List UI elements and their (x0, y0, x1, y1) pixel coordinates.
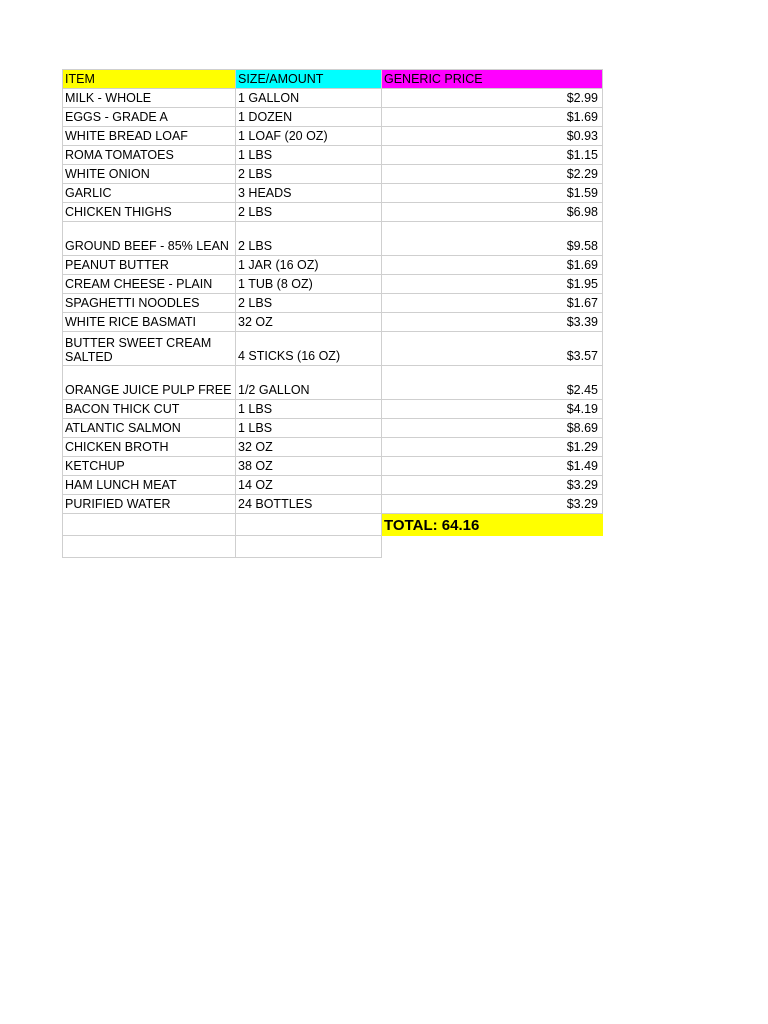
cell-item[interactable]: BACON THICK CUT (63, 400, 236, 419)
cell-price[interactable]: $0.93 (382, 127, 603, 146)
cell-size[interactable]: 24 BOTTLES (236, 495, 382, 514)
cell-price[interactable]: $3.39 (382, 313, 603, 332)
cell-size[interactable]: 1/2 GALLON (236, 366, 382, 400)
table-row (63, 89, 603, 108)
grocery-price-table (62, 69, 603, 558)
cell-price[interactable]: $1.29 (382, 438, 603, 457)
cell-price[interactable]: $1.49 (382, 457, 603, 476)
cell-item[interactable]: PURIFIED WATER (63, 495, 236, 514)
table-row (63, 332, 603, 366)
cell-item[interactable]: KETCHUP (63, 457, 236, 476)
table-row (63, 108, 603, 127)
cell-item[interactable]: GARLIC (63, 184, 236, 203)
cell-price[interactable]: $2.99 (382, 89, 603, 108)
empty-cell[interactable] (236, 514, 382, 536)
cell-size[interactable]: 1 GALLON (236, 89, 382, 108)
cell-size[interactable]: 14 OZ (236, 476, 382, 495)
cell-item[interactable]: EGGS - GRADE A (63, 108, 236, 127)
table-row (63, 400, 603, 419)
table-row (63, 294, 603, 313)
cell-item[interactable]: WHITE BREAD LOAF (63, 127, 236, 146)
cell-size[interactable]: 3 HEADS (236, 184, 382, 203)
cell-item[interactable]: BUTTER SWEET CREAM SALTED (63, 332, 236, 366)
cell-size[interactable]: 1 DOZEN (236, 108, 382, 127)
cell-size[interactable]: 32 OZ (236, 438, 382, 457)
cell-price[interactable]: $2.45 (382, 366, 603, 400)
cell-item[interactable]: CHICKEN BROTH (63, 438, 236, 457)
cell-price[interactable]: $3.29 (382, 476, 603, 495)
table-row (63, 127, 603, 146)
empty-cell[interactable] (236, 536, 382, 558)
cell-item[interactable]: GROUND BEEF - 85% LEAN (63, 222, 236, 256)
cell-item[interactable]: CHICKEN THIGHS (63, 203, 236, 222)
table-row (63, 203, 603, 222)
header-row (63, 70, 603, 89)
cell-size[interactable]: 4 STICKS (16 OZ) (236, 332, 382, 366)
cell-price[interactable]: $1.15 (382, 146, 603, 165)
table-row (63, 165, 603, 184)
cell-price[interactable]: $2.29 (382, 165, 603, 184)
total-cell[interactable]: TOTAL: 64.16 (382, 514, 603, 536)
cell-size[interactable]: 1 LBS (236, 419, 382, 438)
cell-size[interactable]: 2 LBS (236, 294, 382, 313)
cell-item[interactable]: PEANUT BUTTER (63, 256, 236, 275)
cell-item[interactable]: ATLANTIC SALMON (63, 419, 236, 438)
header-generic-price[interactable]: GENERIC PRICE (382, 70, 603, 89)
cell-item[interactable]: WHITE ONION (63, 165, 236, 184)
cell-price[interactable]: $3.57 (382, 332, 603, 366)
cell-price[interactable]: $8.69 (382, 419, 603, 438)
table-row (63, 313, 603, 332)
cell-price[interactable]: $6.98 (382, 203, 603, 222)
cell-size[interactable]: 1 LBS (236, 146, 382, 165)
table-row (63, 476, 603, 495)
empty-row (63, 536, 603, 558)
empty-cell[interactable] (63, 514, 236, 536)
cell-item[interactable]: WHITE RICE BASMATI (63, 313, 236, 332)
table-row (63, 419, 603, 438)
header-item[interactable]: ITEM (63, 70, 236, 89)
cell-price[interactable]: $9.58 (382, 222, 603, 256)
cell-item[interactable]: MILK - WHOLE (63, 89, 236, 108)
cell-price[interactable]: $1.69 (382, 256, 603, 275)
total-row (63, 514, 603, 536)
table-row (63, 457, 603, 476)
table-row (63, 366, 603, 400)
cell-size[interactable]: 32 OZ (236, 313, 382, 332)
cell-size[interactable]: 2 LBS (236, 222, 382, 256)
table-row (63, 275, 603, 294)
cell-price[interactable]: $3.29 (382, 495, 603, 514)
cell-item[interactable]: HAM LUNCH MEAT (63, 476, 236, 495)
cell-price[interactable]: $1.59 (382, 184, 603, 203)
cell-size[interactable]: 38 OZ (236, 457, 382, 476)
cell-item[interactable]: SPAGHETTI NOODLES (63, 294, 236, 313)
cell-size[interactable]: 2 LBS (236, 165, 382, 184)
cell-price[interactable]: $1.67 (382, 294, 603, 313)
cell-size[interactable]: 1 LBS (236, 400, 382, 419)
table-row (63, 438, 603, 457)
table-row (63, 146, 603, 165)
cell-item[interactable]: ORANGE JUICE PULP FREE (63, 366, 236, 400)
cell-size[interactable]: 1 TUB (8 OZ) (236, 275, 382, 294)
cell-price[interactable]: $4.19 (382, 400, 603, 419)
cell-price[interactable]: $1.69 (382, 108, 603, 127)
empty-cell[interactable] (63, 536, 236, 558)
cell-item[interactable]: CREAM CHEESE - PLAIN (63, 275, 236, 294)
cell-size[interactable]: 1 JAR (16 OZ) (236, 256, 382, 275)
cell-item[interactable]: ROMA TOMATOES (63, 146, 236, 165)
table-row (63, 256, 603, 275)
cell-price[interactable]: $1.95 (382, 275, 603, 294)
empty-cell (382, 536, 603, 558)
cell-size[interactable]: 2 LBS (236, 203, 382, 222)
header-size-amount[interactable]: SIZE/AMOUNT (236, 70, 382, 89)
table-row (63, 495, 603, 514)
table-row (63, 184, 603, 203)
table-row (63, 222, 603, 256)
cell-size[interactable]: 1 LOAF (20 OZ) (236, 127, 382, 146)
